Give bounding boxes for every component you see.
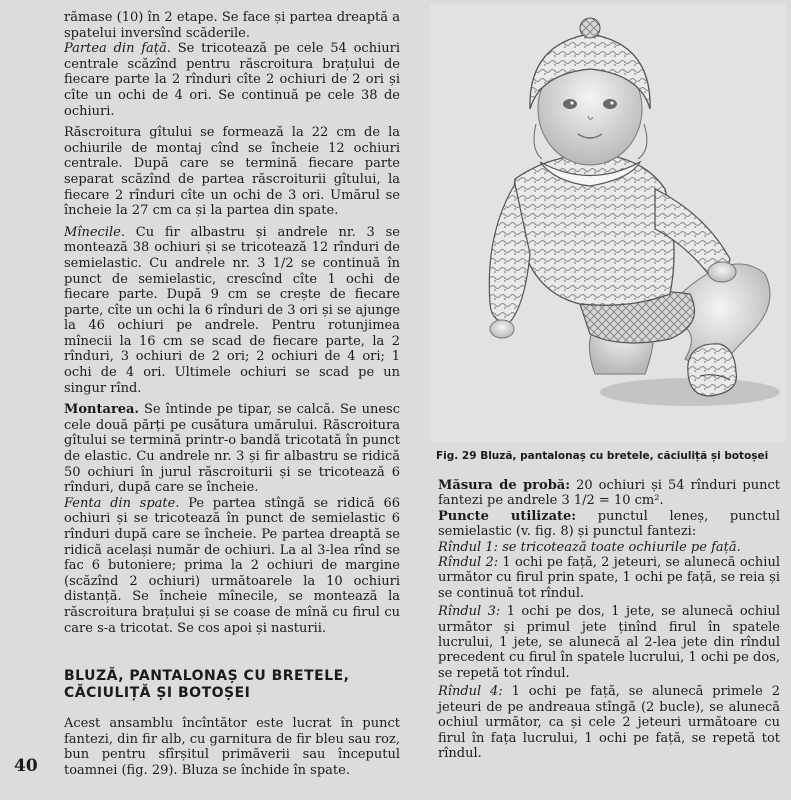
row-1-label: Rîndul 1:: [438, 539, 498, 555]
paragraph-back-slit: [64, 496, 400, 636]
paragraph-stitches: [438, 509, 780, 540]
paragraph-row-1: [438, 540, 780, 555]
paragraph-back-continued: rămase (10) în 2 etape. Se face și partea dreaptă a spatelui inversînd scăderile.: [64, 10, 400, 41]
right-column: [438, 478, 780, 761]
row-2-text: 1 ochi pe față, 2 jeteuri, se alunecă ochiul următor cu firul prin spate, 1 ochi pe față, se reia și se continuă tot rîndul.: [438, 555, 780, 601]
back-slit-text: Pe partea stîngă se ridică 66 ochiuri și se tricotează în punct de semielastic 6 rînduri după care se încheie. Pe partea dreaptă se ridică același număr de ochiuri. La al 3-lea rînd se fac 6 butoniere; prima la 2 ochiuri de margine (scăzînd 2 ochiuri) următoarele la 10 ochiuri distanță. Se încheie mînecile, se montează la răscroitura brațului și se coase de mînă cu firul cu care s-a tricotat. Se cos apoi și nasturii.: [64, 495, 400, 636]
gauge-label: Măsura de probă:: [438, 478, 571, 493]
left-column: [64, 10, 400, 779]
row-2-label: Rîndul 2:: [438, 555, 499, 571]
row-4-text: 1 ochi pe față, se alunecă primele 2 jeteuri de pe andreaua stîngă (2 bucle), se alunecă ochiul următor, ca și cele 2 jeteuri următoare cu firul în fața lucrului, 1 ochi pe față, se repetă tot rîndul.: [438, 684, 780, 761]
heading-line-1: BLUZĂ, PANTALONAȘ CU BRETELE,: [64, 668, 350, 685]
assembly-text: Se întinde pe tipar, se calcă. Se unesc cele două părți pe cusătura umărului. Răscroitura gîtului se termină printr-o bandă tricotată în punct de elastic. Cu andrele nr. 3 și fir albastru se ridică 50 ochiuri în jurul răscroiturii și se tricotează 6 rînduri, după care se încheie.: [64, 402, 400, 496]
row-3-text: 1 ochi pe dos, 1 jete, se alunecă ochiul următor și primul jete ținînd firul în spatele lucrului, 1 jete, se alunecă al 2-lea jete din rîndul precedent cu firul în spatele lucrului, 1 ochi pe dos, se repetă tot rîndul.: [438, 604, 780, 681]
paragraph-front: [64, 41, 400, 119]
sleeves-text: Cu fir albastru și andrele nr. 3 se montează 38 ochiuri și se tricotează 12 rînduri de semielastic. Cu andrele nr. 3 1/2 se continuă în punct de semielastic, crescînd cîte 1 ochi de fiecare parte. După 9 cm se crește de fiecare parte, cîte un ochi la 6 rînduri de 3 ori și se ajunge la 46 ochiuri pe andrele. Pentru rotunjimea mînecii la 16 cm se scad de fiecare parte, la 2 rînduri, 3 ochiuri de 2 ori; 2 ochiuri de 4 ori; 1 ochi de 4 ori. Ultimele ochiuri se scad pe un singur rînd.: [64, 224, 400, 396]
front-label: Partea din față.: [64, 41, 171, 57]
gauge-text: 20 ochiuri și 54 rînduri punct fantezi pe andrele 3 1/2 = 10 cm².: [438, 478, 780, 509]
section-heading: [64, 668, 400, 702]
back-slit-label: Fenta din spate.: [64, 495, 180, 511]
assembly-label: Montarea.: [64, 402, 140, 418]
front-text: Se tricotează pe cele 54 ochiuri centrale scăzînd pentru răscroitura brațului de fiecare parte la 2 rînduri cîte 2 ochiuri de 2 ori și cîte un ochi de 4 ori. Se continuă pe cele 38 de ochiuri.: [64, 41, 400, 119]
paragraph-gauge: [438, 478, 780, 509]
paragraph-row-2: [438, 555, 780, 601]
stitches-label: Puncte utilizate:: [438, 508, 577, 524]
paragraph-neckline: Răscroitura gîtului se formează la 22 cm de la ochiurile de montaj cînd se încheie 12 ochiuri centrale. După care se termină fiecare parte separat scăzînd de partea răscroiturii gîtului, la fiecare 2 rînduri cîte un ochi de 3 ori. Umărul se încheie la 27 cm ca și la partea din spate.: [64, 125, 400, 219]
paragraph-sleeves: [64, 225, 400, 397]
paragraph-row-4: [438, 684, 780, 761]
page-number: 40: [14, 756, 38, 776]
row-3-label: Rîndul 3:: [438, 604, 501, 620]
paragraph-row-3: [438, 604, 780, 681]
heading-line-2: CĂCIULIȚĂ ȘI BOTOȘEI: [64, 685, 251, 702]
paragraph-intro: Acest ansamblu încîntător este lucrat în punct fantezi, din fir alb, cu garnitura de fir bleu sau roz, bun pentru sfîrșitul primăverii sau începutul toamnei (fig. 29). Bluza se închide în spate.: [64, 716, 400, 778]
row-4-label: Rîndul 4:: [438, 684, 503, 700]
paragraph-assembly: [64, 402, 400, 496]
stitches-text: punctul leneș, punctul semielastic (v. fig. 8) și punctul fantezi:: [438, 508, 780, 540]
figure-caption: Fig. 29 Bluză, pantalonaș cu bretele, căciuliță și botoșei: [436, 450, 769, 462]
illustration-drawing: [430, 4, 786, 442]
row-1-text: se tricotează toate ochiurile pe față.: [497, 539, 741, 555]
baby-in-knitted-outfit-illustration: [430, 4, 786, 442]
sleeves-label: Mînecile.: [64, 224, 125, 240]
